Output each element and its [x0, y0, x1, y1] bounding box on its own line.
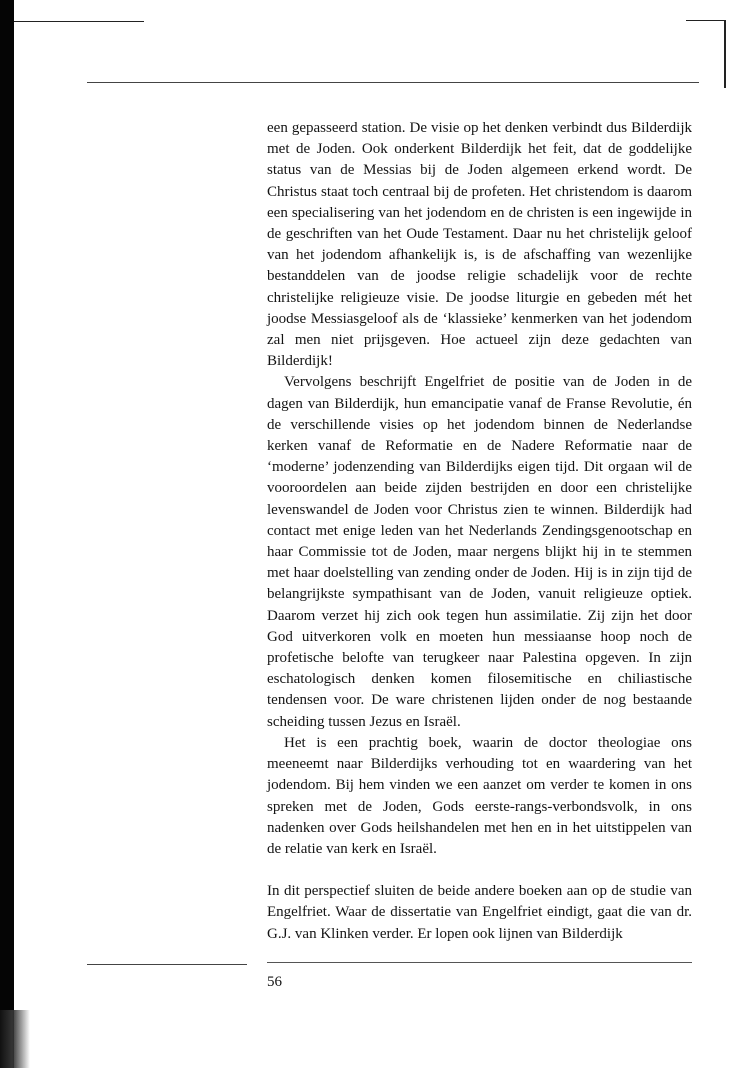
- paragraph-book-assessment: Het is een prachtig boek, waarin de doctor theologiae ons meeneemt naar Bilderdijks verhouding tot en waardering van het jodendom. Bij hem vinden we een aanzet om verder te komen in ons spreken met de Joden, Gods eerste-rangs-verbondsvolk, in ons nadenken over Gods heilshandelen met hen en in het uitstippelen van de relatie van kerk en Israël.: [267, 734, 692, 857]
- crop-mark-top-right-vertical: [724, 20, 726, 88]
- page-number: 56: [267, 974, 282, 990]
- paragraph-perspective: In dit perspectief sluiten de beide andere boeken aan op de studie van Engelfriet. Waar de dissertatie van Engelfriet eindigt, gaat die van dr. G.J. van Klinken verder. Er lopen ook lijnen van Bilderdijk: [267, 883, 692, 942]
- paragraph-engelfriet-position: Vervolgens beschrijft Engelfriet de positie van de Joden in de dagen van Bilderdijk, hun emancipatie vanaf de Franse Revolutie, én de verschillende visies op het jodendom binnen de Nederlandse kerken vanaf de Reformatie en de Nadere Reformatie naar de ‘moderne’ jodenzending van Bilderdijks eigen tijd. Dit orgaan wil de vooroordelen aan beide zijden bestrijden en door een christelijke levenswandel de Joden voor Christus zien te winnen. Bilderdijk had contact met enige leden van het Nederlands Zendingsgenootschap en haar Commissie tot de Joden, maar nergens blijkt hij in te stemmen met haar doelstelling van zending onder de Joden. Hij is in zijn tijd de belangrijkste sympathisant van de Joden, vanuit religieuze optiek. Daarom verzet hij zich ook tegen hun assimilatie. Zij zijn het door God uitverkoren volk en moeten hun messiaanse hoop noch de profetische belofte van terugkeer naar Palestina opgeven. In zijn eschatologisch denken komen filosemitische en chiliastische tendensen voor. De ware christenen lijden onder de nog bestaande scheiding tussen Jezus en Israël.: [267, 374, 692, 730]
- crop-mark-top-left: [14, 21, 144, 22]
- header-rule: [87, 82, 699, 83]
- paragraph-continuation: een gepasseerd station. De visie op het denken verbindt dus Bilderdijk met de Joden. Ook onderkent Bilderdijk het feit, dat de goddelijke status van de Messias bij de Joden algemeen erkend wordt. De Christus staat toch centraal bij de profeten. Het christendom is daarom een specialisering van het jodendom en de christen is een ingewijde in de geschriften van het Oude Testament. Daar nu het christelijk geloof van het jodendom afhankelijk is, is de afschaffing van wezenlijke bestanddelen van de joodse religie schadelijk voor de rechte christelijke religieuze visie. De joodse liturgie en gebeden mét het joodse Messiasgeloof als de ‘klassieke’ kenmerken van het jodendom zal men niet prijsgeven. Hoe actueel zijn deze gedachten van Bilderdijk!: [267, 120, 692, 370]
- body-text: [267, 118, 692, 945]
- scan-edge-shadow: [0, 1010, 30, 1068]
- crop-mark-top-right-horizontal: [686, 20, 726, 21]
- footer-rule: [267, 962, 692, 963]
- scan-dark-edge: [0, 0, 14, 1068]
- footnote-rule: [87, 964, 247, 965]
